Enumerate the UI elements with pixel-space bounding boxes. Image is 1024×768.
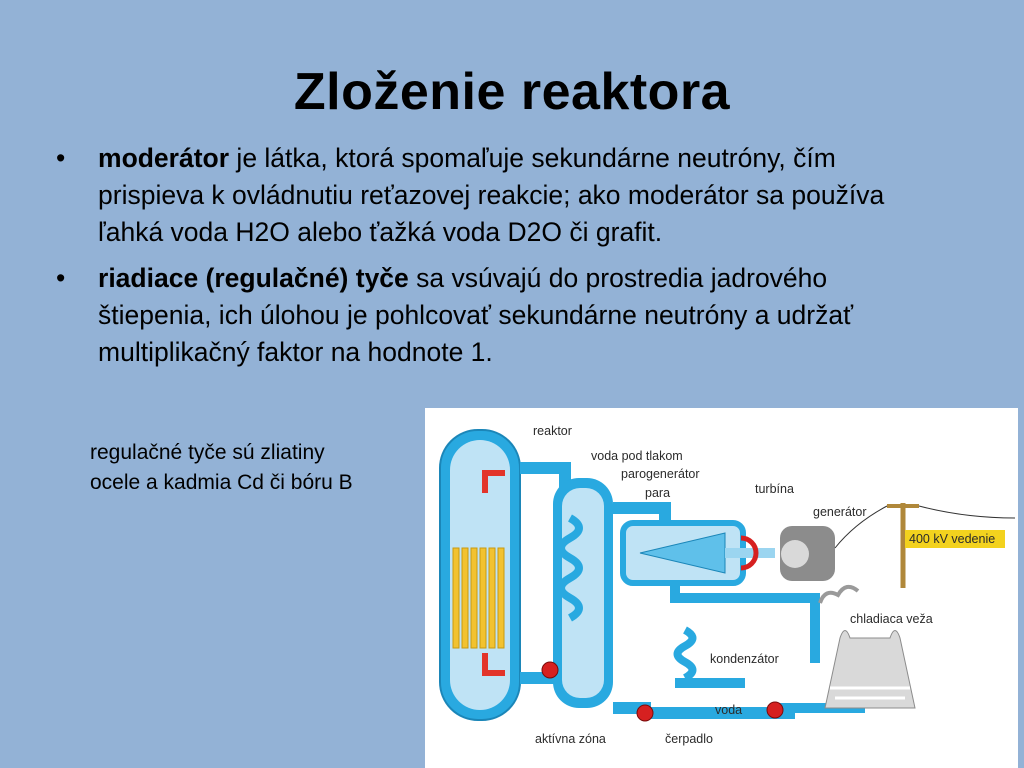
- generator: [780, 526, 835, 581]
- label-parogenerator: parogenerátor: [621, 467, 700, 481]
- steam-generator: [553, 478, 613, 708]
- note-line: ocele a kadmia Cd či bóru B: [90, 471, 353, 494]
- label-voda: voda: [715, 703, 743, 717]
- side-note: [90, 438, 420, 498]
- label-reaktor: reaktor: [533, 424, 572, 438]
- turbine: [623, 523, 775, 583]
- cooling-tower: [825, 631, 915, 709]
- bullet-text: je látka, ktorá spomaľuje sekundárne neutróny, čím prispieva k ovládnutiu reťazovej reakcie; ako moderátor sa používa ľahká voda H2O alebo ťažká voda D2O či grafit.: [98, 143, 885, 247]
- label-para: para: [645, 486, 671, 500]
- label-kondenzator: kondenzátor: [710, 652, 779, 666]
- label-voda-pod-tlakom: voda pod tlakom: [591, 449, 683, 463]
- pump-cooling: [767, 702, 783, 718]
- slide-title: Zloženie reaktora: [293, 63, 731, 121]
- bullet-control-rods: [56, 260, 936, 371]
- label-vedenie: 400 kV vedenie: [909, 532, 996, 546]
- label-generator: generátor: [813, 505, 867, 519]
- bullet-moderator: [56, 140, 936, 251]
- bullet-text: sa vsúvajú do prostredia jadrového štiepenia, ich úlohou je pohlcovať sekundárne neutróny a udržať multiplikačný faktor na hodnote 1.: [98, 263, 854, 367]
- steam-cloud: [820, 587, 858, 603]
- pump-secondary: [637, 705, 653, 721]
- label-aktivna-zona: aktívna zóna: [535, 732, 606, 746]
- bullet-symbol: •: [56, 263, 66, 293]
- bullet-term: moderátor: [98, 143, 230, 173]
- bullet-term: riadiace (regulačné) tyče: [98, 263, 409, 293]
- bullet-list: [56, 140, 936, 380]
- reactor-diagram: [425, 408, 1018, 768]
- bullet-symbol: •: [56, 143, 66, 173]
- note-line: regulačné tyče sú zliatiny: [90, 441, 325, 464]
- label-turbina: turbína: [755, 482, 794, 496]
- label-cerpadlo: čerpadlo: [665, 732, 713, 746]
- pump-primary: [542, 662, 558, 678]
- label-chladiaca-veza: chladiaca veža: [850, 612, 933, 626]
